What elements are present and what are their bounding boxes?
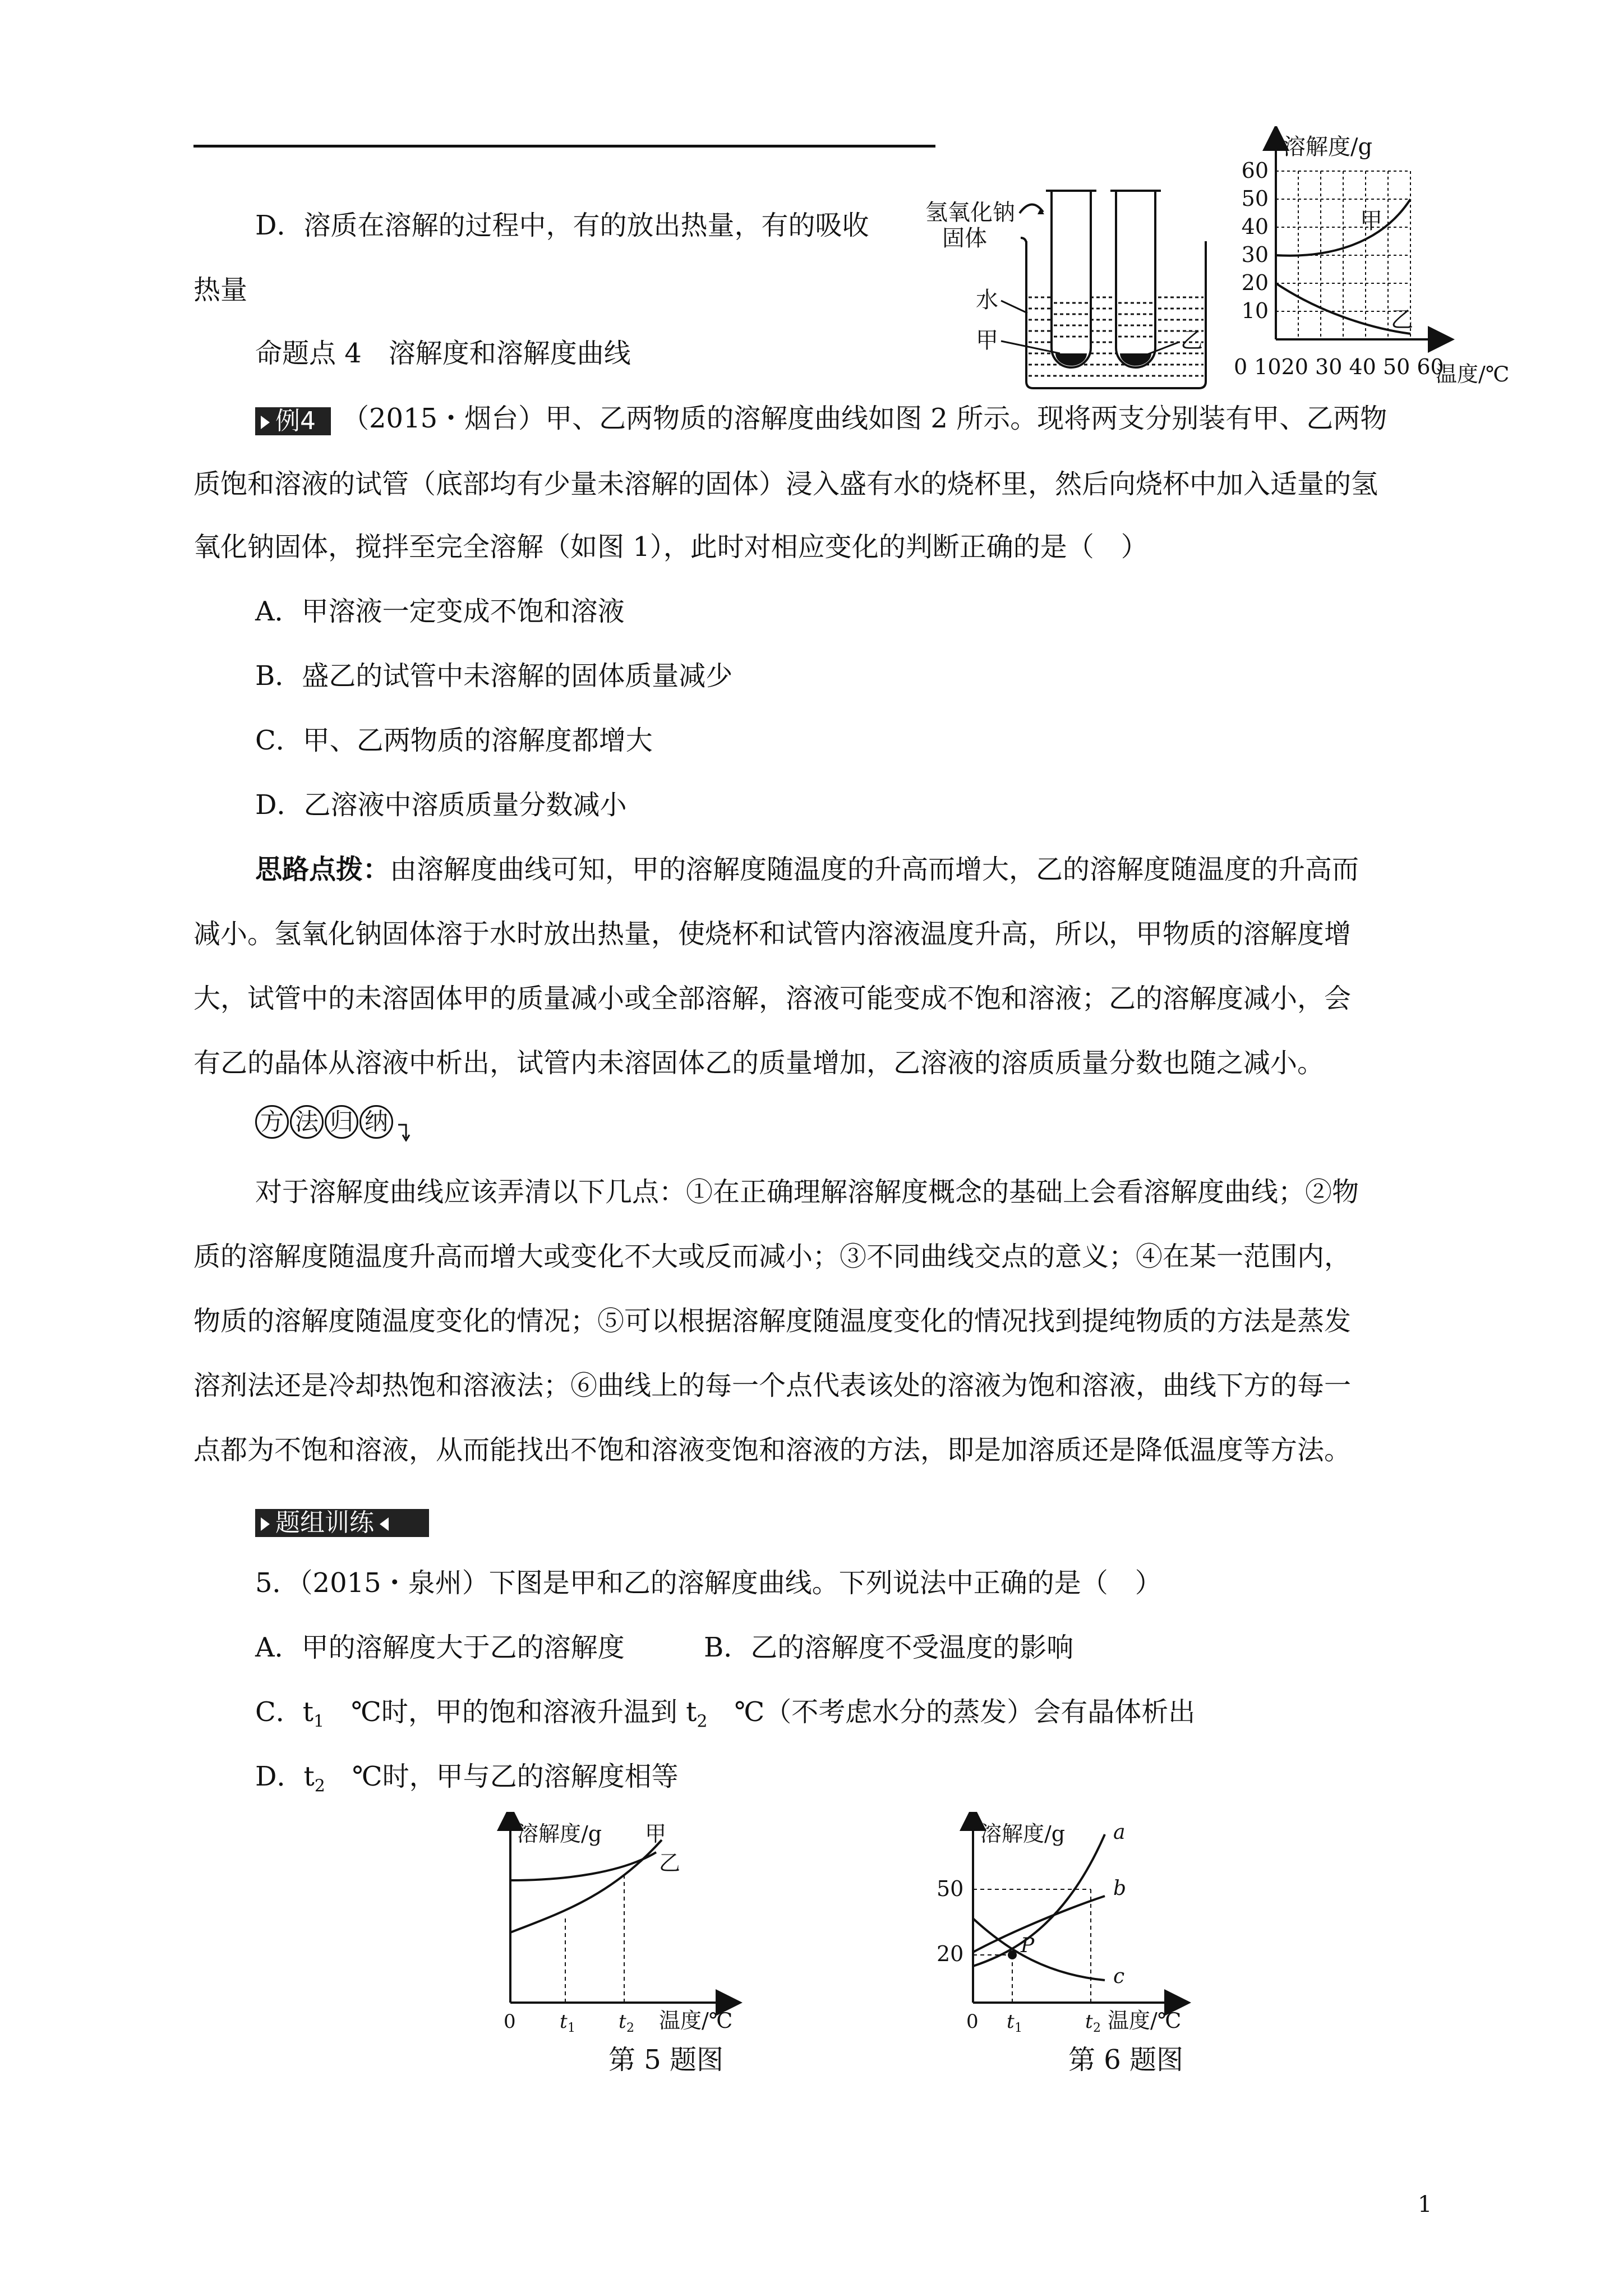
header-rule <box>193 145 935 148</box>
q5-option-a: A．甲的溶解度大于乙的溶解度 <box>255 1632 625 1663</box>
q5-ylabel: 溶解度/g <box>517 1821 602 1846</box>
method-heading: 方 法 归 纳 <box>255 1105 411 1142</box>
q5-jia-label: 甲 <box>645 1821 667 1846</box>
solid-label: 固体 <box>942 226 987 251</box>
chart2-xlabel: 温度/℃ <box>1436 362 1510 386</box>
analysis-line1: 思路点拨：由溶解度曲线可知，甲的溶解度随温度的升高而增大，乙的溶解度随温度的升高而 <box>255 854 1359 885</box>
svg-text:t: t <box>1085 2010 1093 2033</box>
naoh-label: 氢氧化钠 <box>925 200 1015 226</box>
svg-text:20: 20 <box>937 1941 964 1966</box>
q6-caption: 第 6 题图 <box>1068 2044 1184 2076</box>
training-tag: 题组训练 <box>255 1509 429 1537</box>
svg-text:50: 50 <box>937 1876 964 1901</box>
section-title: 命题点 4 溶解度和溶解度曲线 <box>255 338 631 369</box>
svg-text:t: t <box>560 2010 568 2033</box>
example-option-b: B．盛乙的试管中未溶解的固体质量减少 <box>255 660 733 692</box>
method-line1: 对于溶解度曲线应该弄清以下几点：①在正确理解溶解度概念的基础上会看溶解度曲线；②物 <box>255 1176 1359 1208</box>
svg-text:a: a <box>1113 1821 1126 1844</box>
prev-option-d: D．溶质在溶解的过程中，有的放出热量，有的吸收 <box>255 210 869 241</box>
svg-text:P: P <box>1021 1934 1035 1957</box>
water-label: 水 <box>976 287 998 313</box>
method-line3: 物质的溶解度随温度变化的情况；⑤可以根据溶解度随温度变化的情况找到提纯物质的方法是蒸发 <box>193 1305 1352 1337</box>
solubility-grid-chart <box>1223 126 1537 390</box>
q6-b-curve <box>973 1896 1105 1952</box>
q5-chart <box>482 1812 942 2036</box>
example-line1: （2015・烟台）甲、乙两物质的溶解度曲线如图 2 所示。现将两支分别装有甲、乙两物 <box>342 403 1387 434</box>
method-line2: 质的溶解度随温度升高而增大或变化不大或反而减小；③不同曲线交点的意义；④在某一范围内， <box>193 1241 1352 1272</box>
q6-ylabel: 溶解度/g <box>980 1821 1066 1846</box>
svg-text:b: b <box>1113 1877 1127 1900</box>
svg-text:t: t <box>619 2010 626 2033</box>
chart2-ylabel: 溶解度/g <box>1283 134 1373 160</box>
analysis-line3: 大，试管中的未溶固体甲的质量减小或全部溶解，溶液可能变成不饱和溶液；乙的溶解度减小，会 <box>193 983 1352 1014</box>
chart2-xticks: 0 1020 30 40 50 60 <box>1234 355 1444 379</box>
q5-option-c: C．$t_1$ ℃时，甲的饱和溶液升温到 $t_2$ ℃（不考虑水分的蒸发）会有晶体析出 <box>255 1696 1196 1732</box>
q6-chart <box>920 1812 1256 2036</box>
q5-caption: 第 5 题图 <box>608 2044 724 2076</box>
q5-option-d: D．$t_2$ ℃时，甲与乙的溶解度相等 <box>255 1761 679 1796</box>
svg-text:50: 50 <box>1241 186 1269 211</box>
svg-text:c: c <box>1113 1965 1125 1988</box>
example-option-d: D．乙溶液中溶质质量分数减小 <box>255 789 627 821</box>
example-option-a: A．甲溶液一定变成不饱和溶液 <box>255 596 625 627</box>
svg-text:2: 2 <box>1093 2021 1101 2035</box>
chart2-jia: 甲 <box>1360 208 1382 234</box>
example-line2: 质饱和溶液的试管（底部均有少量未溶解的固体）浸入盛有水的烧杯里，然后向烧杯中加入适量的氢 <box>193 468 1378 500</box>
svg-text:60: 60 <box>1241 158 1269 183</box>
beaker-figure <box>925 180 1217 398</box>
q6-xlabel: 温度/℃ <box>1108 2008 1182 2033</box>
svg-text:t: t <box>1007 2010 1015 2033</box>
analysis-line4: 有乙的晶体从溶液中析出，试管内未溶固体乙的质量增加，乙溶液的溶质质量分数也随之减小。 <box>193 1047 1325 1079</box>
q5-yi-label: 乙 <box>659 1851 681 1875</box>
svg-text:1: 1 <box>568 2021 575 2035</box>
chart2-yi: 乙 <box>1391 307 1413 333</box>
example-tag: 例4 <box>255 407 331 435</box>
svg-text:2: 2 <box>626 2021 634 2035</box>
q5-xlabel: 温度/℃ <box>659 2008 733 2033</box>
svg-text:40: 40 <box>1241 214 1269 239</box>
jia-label: 甲 <box>976 328 998 353</box>
svg-text:10: 10 <box>1241 298 1269 323</box>
yi-label: 乙 <box>1181 328 1203 353</box>
q6-a-curve <box>973 1834 1105 1966</box>
q5-option-b: B．乙的溶解度不受温度的影响 <box>704 1632 1074 1663</box>
analysis-line2: 减小。氢氧化钠固体溶于水时放出热量，使烧杯和试管内溶液温度升高，所以，甲物质的溶解度增 <box>193 918 1352 950</box>
q5-stem: 5．（2015・泉州）下图是甲和乙的溶解度曲线。下列说法中正确的是（ ） <box>255 1567 1162 1599</box>
example-option-c: C．甲、乙两物质的溶解度都增大 <box>255 725 653 756</box>
svg-text:0: 0 <box>966 2010 979 2033</box>
q6-point-p <box>1008 1950 1017 1959</box>
svg-text:1: 1 <box>1015 2021 1022 2035</box>
svg-text:20: 20 <box>1241 270 1269 295</box>
example-line3: 氧化钠固体，搅拌至完全溶解（如图 1），此时对相应变化的判断正确的是（ ） <box>193 531 1148 563</box>
svg-text:30: 30 <box>1241 242 1269 267</box>
page-number: 1 <box>1418 2192 1432 2217</box>
method-arrow-icon <box>397 1114 411 1142</box>
q6-c-curve <box>973 1918 1105 1980</box>
svg-text:0: 0 <box>504 2010 516 2033</box>
prev-option-d-cont: 热量 <box>193 274 248 306</box>
q5-jia-curve <box>510 1840 662 1932</box>
method-line5: 点都为不饱和溶液，从而能找出不饱和溶液变饱和溶液的方法，即是加溶质还是降低温度等方法。 <box>193 1434 1352 1466</box>
method-line4: 溶剂法还是冷却热饱和溶液法；⑥曲线上的每一个点代表该处的溶液为饱和溶液，曲线下方的每一 <box>193 1370 1352 1401</box>
